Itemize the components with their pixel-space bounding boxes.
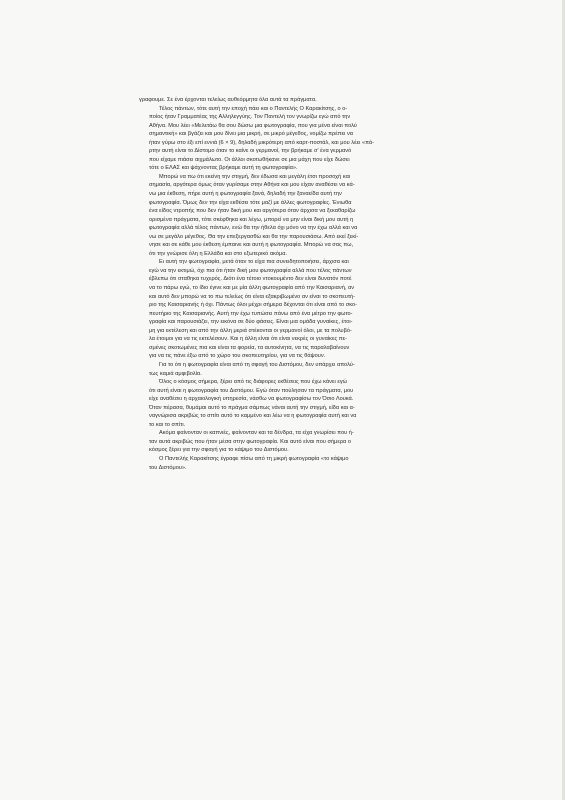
text-line: ταν αυτά ακριβώς που ήταν μέσα στην φωτογραφία. Και αυτό είναι που σήμερα ο xyxy=(149,438,351,445)
paragraph xyxy=(139,258,461,361)
text-line: Ακόμα φαίνονταν οι καπνιές, φαίνονταν και τα δένδρα, τα είχα γνωρίσει που ή- xyxy=(159,430,354,437)
text-line: κόσμος ξέρει για την σφαγή για το κάψιμο του Διστόμου. xyxy=(149,447,289,454)
paragraph xyxy=(139,361,461,378)
text-line: για να τις πάνε έξω από το χώρο του σκοπευτηρίου, για να τις θάψουν. xyxy=(149,353,326,360)
text-line: ποίος ήταν Γραμματέας της Αλληλεγγύης. Τον Παντελή τον γνωρίζω εγώ από την xyxy=(149,114,351,121)
text-line: νω μια έκθεση, πήρε αυτή η φωτογραφία ξανά, δηλαδή την ξαναείδα αυτή την xyxy=(149,191,342,198)
text-line: του Διστόμου». xyxy=(149,464,187,471)
paragraph xyxy=(139,105,461,173)
text-line: εγώ να την εκτιμώ, όχι πια ότι ήταν δική μου φωτογραφία αλλά που τέλος πάντων xyxy=(149,267,352,274)
text-line: πευτήριο της Καισαριανής. Αυτή την έχω τυπώσει πάνω από ένα μέτρο την φωτο- xyxy=(149,310,353,317)
text-line: είχε αναθέσει η αρχαιολογική υπηρεσία, νάσθω να φωτογραφίσω τον Όσιο Λουκά. xyxy=(149,396,354,403)
text-line: λα έτοιμοι για να τις εκτελέσουν. Και η άλλη είναι ότι είναι νεκρές οι γυναίκες πε- xyxy=(149,336,348,343)
text-line: έβλεπω ότι σταθηκα τυχερός. Διότι ένα τέτοιο ντοκουμέντο δεν είναι δυνατόν ποτέ xyxy=(149,276,352,283)
text-line: φωτογραφία. Όμως δεν την είχα εκθέσει τότε μαζί με άλλες φωτογραφίες. Ένιωθα xyxy=(149,199,352,206)
text-line: τως καμιά αμφιβολία. xyxy=(149,370,202,377)
paragraph xyxy=(139,429,461,455)
text-line: γραφία και παρουσιάζει, την εικόνα σε δύο φάσεις. Είναι μια ομάδα γυναίκες, έτοι- xyxy=(149,319,353,326)
text-line: Όλος ο κόσμος σήμερα, ξέρει από τις διάφορες εκθέσεις που έχω κάνει εγώ xyxy=(159,379,348,386)
text-line: ορισμένα πράγματα, τότε σκέφθηκα και λέγω, μπορεί να μην είναι δική μου αυτή η xyxy=(149,216,354,223)
text-line: και αυτό δεν μπορώ να το πω τελείως ότι είναι εξακριβωμένο αν είναι το σκοπευτή- xyxy=(149,293,356,300)
text-line: ρτην αυτή είναι το Δίστομο όταν το καίνε οι γερμανοί, την βρήκαμε σ' ένα γερμανό xyxy=(149,148,352,155)
text-line: Ο Παντελής Καρακίτσης έγραφε πίσω από τη μικρή φωτογραφία «το κάψιμο xyxy=(159,455,349,462)
text-line: ότι την γνώρισε όλη η Ελλάδα και στο εξωτερικό ακόμα. xyxy=(149,250,288,257)
paragraph xyxy=(139,96,461,105)
text-line: ήταν γύρω στο έξι επί εννιά (6 × 9), δηλαδή μικρότερη από καρτ-ποστάλ, και μου λέει «πά- xyxy=(149,139,375,146)
text-line: Αθήνα. Μου λέει «Μελετάω θα σου δώσω μια φωτογραφία, που για μένα είναι πολύ xyxy=(149,122,357,129)
text-line: ότι αυτή είναι η φωτογραφία του Διστόμου. Εγώ όταν πούλησαν τα πράγματα, μου xyxy=(149,387,354,394)
text-line: το και το σπίτι. xyxy=(149,421,186,428)
text-line: σημασία, αργότερα όμως όταν γυρίσαμε στην Αθήνα και μου είχαν αναθέσει να κά- xyxy=(149,182,355,189)
text-line: ένα είδος ντροπής που δεν ήταν δική μου και αργότερα όταν άρχισα να ξεκαθαρίζω xyxy=(149,208,356,215)
text-line: ναγνώρισα ακριβώς το σπίτι αυτό το καμμένο και λέω να η φωτογραφία αυτή και να xyxy=(149,413,357,420)
text-line: σημαντική» και βγάζει και μου δίνει μια μικρή, σε μικρό μέγεθος, νομίζω πρέπει να xyxy=(149,131,354,138)
text-line: φωτογραφία αλλά τέλος πάντων, ενώ θα την ήθελα όχι μόνο να την έχω αλλά και να xyxy=(149,225,358,232)
body-text xyxy=(139,96,461,472)
paragraph xyxy=(139,173,461,258)
text-line: νησε και σε κάθε μου έκθεση έμπαινε και αυτή η φωτογραφία. Μπορώ να σας πω, xyxy=(149,242,354,249)
paragraph xyxy=(139,378,461,429)
paragraph xyxy=(139,455,461,472)
text-line: νω σε μεγάλο μέγεθος. Θα την επεξεργασθώ και θα την παρουσιάσω. Από εκεί ξεκί- xyxy=(149,233,359,240)
text-line: Ει αυτή την φωτογραφία, μετά όταν το είχα πια συνειδητοποιήσει, άρχισα και xyxy=(159,259,349,266)
text-line: Τέλος πάντων, τότε αυτή την εποχή πάει και ο Παντελής Ο Καρακίτσης, ο ο- xyxy=(159,105,348,112)
text-line: Για το ότι η φωτογραφία είναι από τη σφαγή του Διστόμου, δεν υπάρχει απολύ- xyxy=(159,361,355,368)
text-line: μη για εκτέλεση και από την άλλη μεριά στέκονται οι γερμανοί όλοι, με τα πολυβό- xyxy=(149,327,352,334)
text-line: να το πάρω εγώ, το ίδιο έγινε και με μία άλλη φωτογραφία από την Καισαριανή, αν xyxy=(149,285,355,292)
text-line: τότε ο ΕΛΑΣ και ψάχνοντας βρήκαμε αυτή τη φωτογραφία». xyxy=(149,165,298,172)
text-line: Μπορώ να πω ότι εκείνη την στιγμή, δεν έδωσα και μεγάλη έτσι προσοχή και xyxy=(159,173,351,180)
text-line: σμένες σκοτωμένες πια και είναι τα φορεία, τα αυτοκίνητα, να τις παραλαβαίνουν xyxy=(149,344,350,351)
text-line: γραφουμε. Σε ένα έρχονται τελείως αυθεόρμητα όλα αυτά τα πράγματα. xyxy=(139,97,317,103)
text-line: που είχαμε πιάσει αιχμάλωτο. Οι άλλοι σκοτωθήκανε σε μια μάχη που είχε δώσει xyxy=(149,156,350,163)
text-line: Όταν πέρασα, θυμάμαι αυτό το πράγμα σάμπως νάναι αυτή την στιγμή, είδα και α- xyxy=(149,404,355,411)
text-line: ριο της Καισαριανής ή όχι. Πάντως όλοι μέχρι σήμερα δέχονται ότι είναι από το σκο- xyxy=(149,302,357,309)
